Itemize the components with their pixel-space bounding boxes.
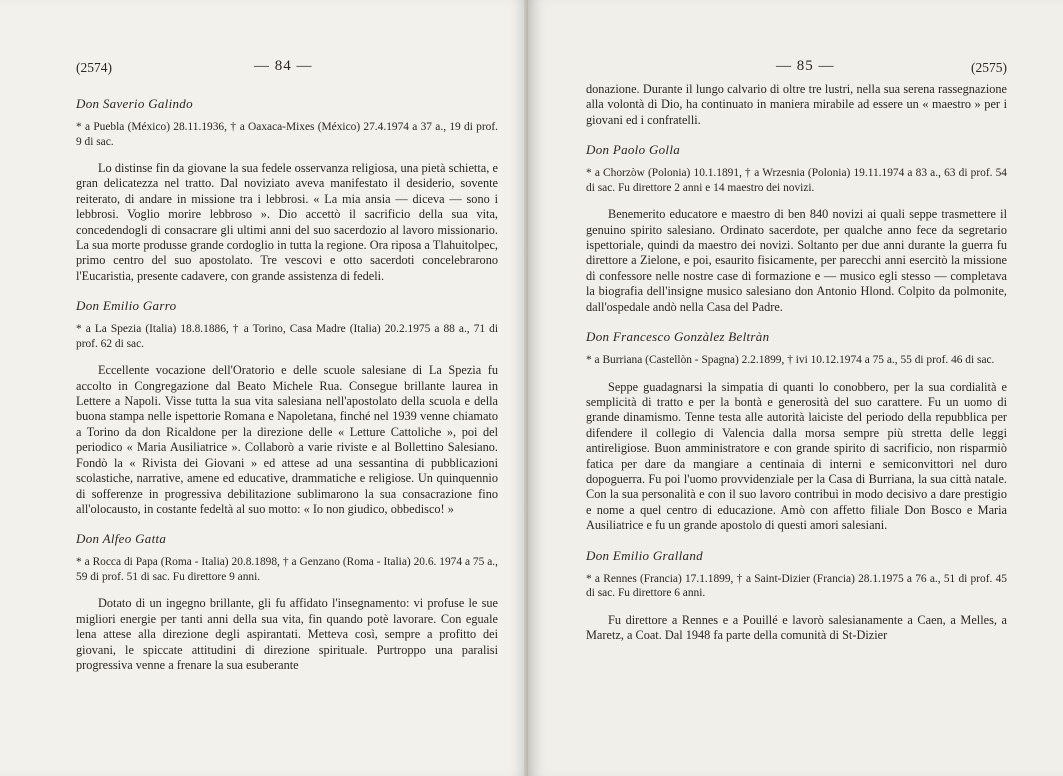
entry-biographical-data: * a Rennes (Francia) 17.1.1899, † a Saint-Dizier (Francia) 28.1.1975 a 76 a., 51 di prof. 45 di sac. Fu direttore 6 anni.	[586, 572, 1007, 600]
right-page-header	[586, 58, 1007, 82]
entry-biographical-data: * a Chorzòw (Polonia) 10.1.1891, † a Wrzesnia (Polonia) 19.11.1974 a 83 a., 63 di prof. 54 di sac. Fu direttore 2 anni e 14 maestro dei novizi.	[586, 167, 1007, 194]
obituary-entry	[586, 329, 1007, 534]
left-page	[0, 0, 528, 776]
entry-text: Fu direttore a Rennes e a Pouillé e lavorò salesianamente a Caen, a Melles, a Maretz, a Coat. Dal 1948 fa parte della comunità di St-Dizier	[586, 612, 1007, 643]
right-page-folio: — 85 —	[776, 58, 835, 74]
left-page-folio: — 84 —	[254, 58, 313, 74]
entry-name: Don Emilio Garro	[76, 298, 177, 314]
continued-text: donazione. Durante il lungo calvario di oltre tre lustri, nella sua serena rassegnazione alla volontà di Dio, ha continuato in maniera mirabile ad essere un « maestro » per i giovani ed i confratelli.	[586, 82, 1007, 127]
entry-text: Dotato di un ingegno brillante, gli fu affidato l'insegnamento: vi profuse le sue migliori energie per tanti anni della sua vita, fin quando potè lavorare. Con eguale lena attese alla direzione degli aspirantati. Metteva così, sempre a profitto dei giovani, le spiccate attitudini di direzione spirituale. Purtroppo una paralisi progressiva venne a frenare la sua esuberante	[76, 596, 498, 672]
entry-biographical-data: * a Burriana (Castellòn - Spagna) 2.2.1899, † ivi 10.12.1974 a 75 a., 55 di prof. 46 di sac.	[586, 354, 995, 367]
entry-name: Don Paolo Golla	[586, 142, 681, 158]
entry-text: Lo distinse fin da giovane la sua fedele osservanza religiosa, una pietà schietta, e gran delicatezza nel tratto. Dal noviziato aveva manifestato il desiderio, sovente reiterato, di andare in missione tra i lebbrosi. « La mia ansia — diceva — sono i lebbrosi. Voglio morire lebbroso ». Dio accettò il sacrificio della sua vita, concedendogli di consacrare gli ultimi anni del suo sacerdozio al lavoro missionario. La sua morte produsse grande cordoglio in tutta la regione. Ora riposa a Tlahuitolpec, primo centro del suo apostolato. Tre vescovi e otto sacerdoti concelebrarono l'Eucaristia, presente cadavere, con grande assistenza di fedeli.	[76, 161, 498, 283]
entry-text: Seppe guadagnarsi la simpatia di quanti lo conobbero, per la sua cordialità e semplicità di tratto e per la bontà e generosità del suo carattere. Fu un uomo di grande dinamismo. Tenne testa alle autorità laiciste del periodo della repubblica per difendere il collegio di Valencia dalla morsa sempre più stretta delle leggi antireligiose. Buon amministratore e con grande spirito di sacrificio, non risparmiò fatica per dare da mangiare a centinaia di interni e semiconvittori nel duro dopoguerra. Fu poi l'uomo provvidenziale per la Casa di Burriana, la sua città natale. Con la sua personalità e con il suo lavoro contribuì in modo decisivo a dare prestigio e nome a quel centro di educazione. Amò con affetto filiale Don Bosco e Maria Ausiliatrice e fu un grande apostolo di questi amori salesiani.	[586, 379, 1007, 533]
obituary-entry	[76, 298, 498, 517]
entry-name: Don Francesco Gonzàlez Beltràn	[586, 329, 770, 345]
obituary-entry	[586, 142, 1007, 315]
entry-biographical-data: * a Puebla (México) 28.11.1936, † a Oaxaca-Mixes (México) 27.4.1974 a 37 a., 19 di prof. 9 di sac.	[76, 121, 498, 148]
obituary-entry	[76, 531, 498, 673]
entry-text: Eccellente vocazione dell'Oratorio e delle scuole salesiane di La Spezia fu accolto in Congregazione dal Beato Michele Rua. Consegue brillante laurea in Lettere a Napoli. Visse tutta la sua vita salesiana nell'apostolato della scuola e della buona stampa nelle ispettorie Romana e Napoletana, finché nel 1939 venne chiamato a Torino da don Ricaldone per la direzione delle « Letture Cattoliche », poi del periodico « Maria Ausiliatrice ». Collaborò a varie riviste e al Bollettino Salesiano. Fondò la « Rivista dei Giovani » ed attese ad una sessantina di pubblicazioni scolastiche, narrative, amene ed educative, drammatiche e religiose. Un quinquennio di sofferenze in progressiva debilitazione sublimarono la sua consacrazione fino all'olocausto, in costante fedeltà al suo motto: « Io non giudico, obbedisco! »	[76, 363, 498, 516]
entry-biographical-data: * a La Spezia (Italia) 18.8.1886, † a Torino, Casa Madre (Italia) 20.2.1975 a 88 a., 71 di prof. 62 di sac.	[76, 323, 498, 350]
left-page-number: (2574)	[76, 60, 112, 75]
left-page-header	[76, 58, 498, 82]
obituary-entry	[76, 96, 498, 284]
obituary-entry	[586, 548, 1007, 644]
entry-name: Don Saverio Galindo	[76, 96, 193, 111]
entry-name: Don Emilio Gralland	[586, 547, 703, 563]
entry-name: Don Alfeo Gatta	[76, 531, 167, 547]
entry-biographical-data: * a Rocca di Papa (Roma - Italia) 20.8.1898, † a Genzano (Roma - Italia) 20.6. 1974 a 75 a., 59 di prof. 51 di sac. Fu direttore 9 anni.	[76, 556, 498, 583]
entry-text: Benemerito educatore e maestro di ben 840 novizi ai quali seppe trasmettere il genuino spirito salesiano. Ordinato sacerdote, per qualche anno fece da segretario ispettoriale, quindi da maestro dei novizi. Soltanto per due anni durante la guerra fu direttore a Zielone, e poi, esaurito fisicamente, per parecchi anni esercitò la missione di confessore nelle nostre case di formazione e — musico egli stesso — completava la biografia dell'insigne musico salesiano don Antonio Hlond. Colpito da polmonite, dall'ospedale andò nella Casa del Padre.	[586, 207, 1007, 314]
right-page-number: (2575)	[971, 60, 1007, 75]
right-page	[528, 0, 1063, 776]
